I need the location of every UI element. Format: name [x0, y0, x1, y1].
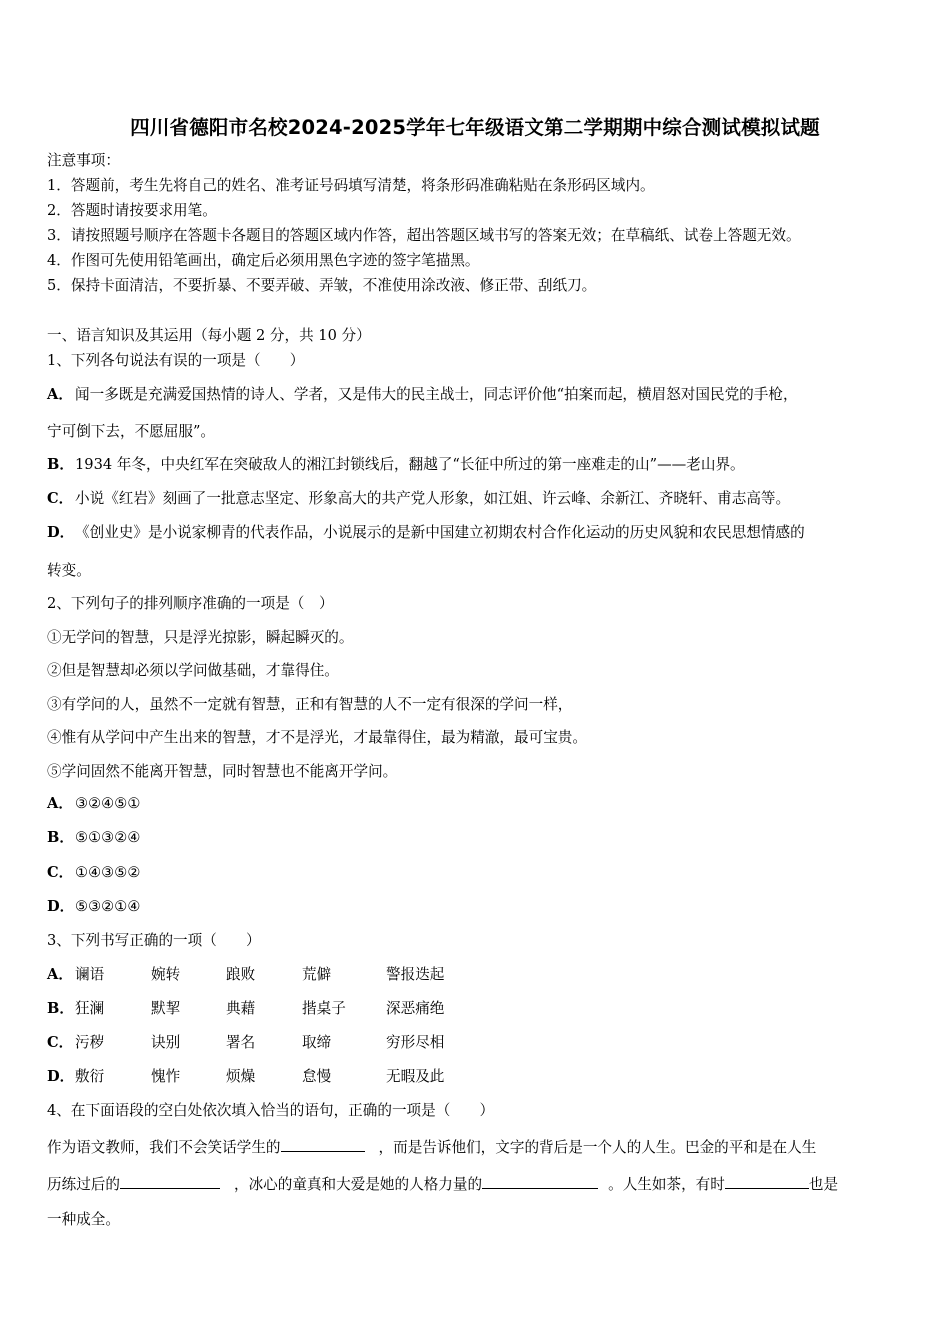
question-2-stem: 2、下列句子的排列顺序准确的一项是（ ） [47, 595, 334, 612]
word: 默挈 [151, 1000, 181, 1017]
word: 荒僻 [302, 966, 332, 983]
question-1-option-a [47, 385, 798, 405]
word: 婉转 [151, 966, 181, 983]
text-segment: 也是 [808, 1176, 839, 1193]
question-3-stem: 3、下列书写正确的一项（ ） [47, 932, 261, 949]
question-2-option-c [47, 863, 140, 883]
answer-blank [281, 1135, 365, 1152]
option-label: B． [47, 1000, 74, 1017]
question-1-option-c [47, 489, 790, 509]
word: 踉败 [226, 966, 256, 983]
text-segment: 作为语文教师，我们不会笑话学生的 [47, 1139, 281, 1156]
section-heading: 一、语言知识及其运用（每小题 2 分，共 10 分） [47, 327, 371, 344]
option-label: A． [47, 795, 73, 812]
question-4-paragraph-line [47, 1135, 816, 1158]
question-2-option-d [47, 897, 140, 917]
option-label: D． [47, 1068, 75, 1085]
option-label: B． [47, 456, 74, 473]
option-text: ③②④⑤① [75, 795, 141, 812]
option-text: ⑤①③②④ [75, 829, 141, 846]
question-1-option-b [47, 455, 745, 475]
word: 烦燥 [226, 1068, 256, 1085]
word: 署名 [226, 1034, 256, 1051]
word: 穷形尽相 [386, 1034, 445, 1051]
text-segment: ，冰心的童真和大爱是她的人格力量的 [233, 1176, 483, 1193]
question-1-option-d-cont: 转变。 [47, 562, 91, 579]
question-1-option-a-cont: 宁可倒下去，不愿屈服”。 [47, 423, 215, 440]
notice-item: 5．保持卡面清洁，不要折暴、不要弄破、弄皱，不准使用涂改液、修正带、刮纸刀。 [47, 277, 597, 294]
question-2-sentence: ②但是智慧却必须以学问做基础，才靠得住。 [47, 662, 339, 679]
question-2-sentence: ④惟有从学问中产生出来的智慧，才不是浮光，才最靠得住，最为精澈，最可宝贵。 [47, 729, 587, 746]
option-label: C． [47, 1034, 74, 1051]
notice-item: 2．答题时请按要求用笔。 [47, 202, 217, 219]
notice-heading: 注意事项： [47, 152, 120, 169]
option-text: 闻一多既是充满爱国热情的诗人、学者，又是伟大的民主战士，同志评价他“拍案而起，横眉怒对国民党的手枪， [75, 386, 798, 403]
word: 狂澜 [75, 1000, 105, 1017]
question-3-option-a [47, 965, 444, 985]
word: 取缔 [302, 1034, 332, 1051]
option-label: A． [47, 386, 73, 403]
option-text: 《创业史》是小说家柳青的代表作品，小说展示的是新中国建立初期农村合作化运动的历史风貌和农民思想情感的 [75, 524, 805, 541]
word: 污秽 [75, 1034, 105, 1051]
question-2-option-b [47, 828, 140, 848]
text-segment: 。人生如茶，有时 [608, 1176, 725, 1193]
question-2-option-a [47, 794, 140, 814]
text-segment: ，而是告诉他们，文字的背后是一个人的人生。巴金的平和是在人生 [378, 1139, 817, 1156]
answer-blank [725, 1172, 809, 1189]
question-4-stem: 4、在下面语段的空白处依次填入恰当的语句，正确的一项是（ ） [47, 1102, 495, 1119]
question-3-option-d [47, 1067, 444, 1087]
question-4-paragraph-line: 一种成全。 [47, 1211, 120, 1228]
word: 无暇及此 [386, 1068, 445, 1085]
option-text: 小说《红岩》刻画了一批意志坚定、形象高大的共产党人形象，如江姐、许云峰、余新江、齐晓轩、甫志高等。 [75, 490, 791, 507]
option-label: D． [47, 524, 75, 541]
word: 愧怍 [151, 1068, 181, 1085]
question-1-stem: 1、下列各句说法有误的一项是（ ） [47, 352, 305, 369]
option-text: 1934 年冬，中央红军在突破敌人的湘江封锁线后，翻越了“长征中所过的第一座难走的山”——老山界。 [75, 456, 745, 473]
option-text: ①④③⑤② [75, 864, 141, 881]
option-label: B． [47, 829, 74, 846]
question-1-option-d [47, 523, 805, 543]
option-label: C． [47, 490, 74, 507]
word: 怠慢 [302, 1068, 332, 1085]
word: 警报迭起 [386, 966, 445, 983]
page-title: 四川省德阳市名校2024-2025学年七年级语文第二学期期中综合测试模拟试题 [130, 116, 820, 139]
question-3-option-c [47, 1033, 444, 1053]
word: 诀别 [151, 1034, 181, 1051]
question-2-sentence: ③有学问的人，虽然不一定就有智慧，正和有智慧的人不一定有很深的学问一样， [47, 696, 573, 713]
option-label: A． [47, 966, 73, 983]
word: 揩桌子 [302, 1000, 346, 1017]
notice-item: 4．作图可先使用铅笔画出，确定后必须用黑色字迹的签字笔描黑。 [47, 252, 480, 269]
option-label: D． [47, 898, 75, 915]
option-text: ⑤③②①④ [75, 898, 141, 915]
word: 敷衍 [75, 1068, 105, 1085]
answer-blank [482, 1172, 598, 1189]
answer-blank [120, 1172, 220, 1189]
word: 典藉 [226, 1000, 256, 1017]
question-2-sentence: ⑤学问固然不能离开智慧，同时智慧也不能离开学问。 [47, 763, 398, 780]
option-label: C． [47, 864, 74, 881]
question-2-sentence: ①无学问的智慧，只是浮光掠影，瞬起瞬灭的。 [47, 629, 354, 646]
word: 谰语 [75, 966, 105, 983]
question-3-option-b [47, 999, 444, 1019]
notice-item: 1．答题前，考生先将自己的姓名、准考证号码填写清楚，将条形码准确粘贴在条形码区域内。 [47, 177, 655, 194]
question-4-paragraph-line [47, 1172, 838, 1195]
notice-item: 3．请按照题号顺序在答题卡各题目的答题区域内作答，超出答题区域书写的答案无效；在草稿纸、试卷上答题无效。 [47, 227, 801, 244]
word: 深恶痛绝 [386, 1000, 445, 1017]
text-segment: 历练过后的 [47, 1176, 120, 1193]
